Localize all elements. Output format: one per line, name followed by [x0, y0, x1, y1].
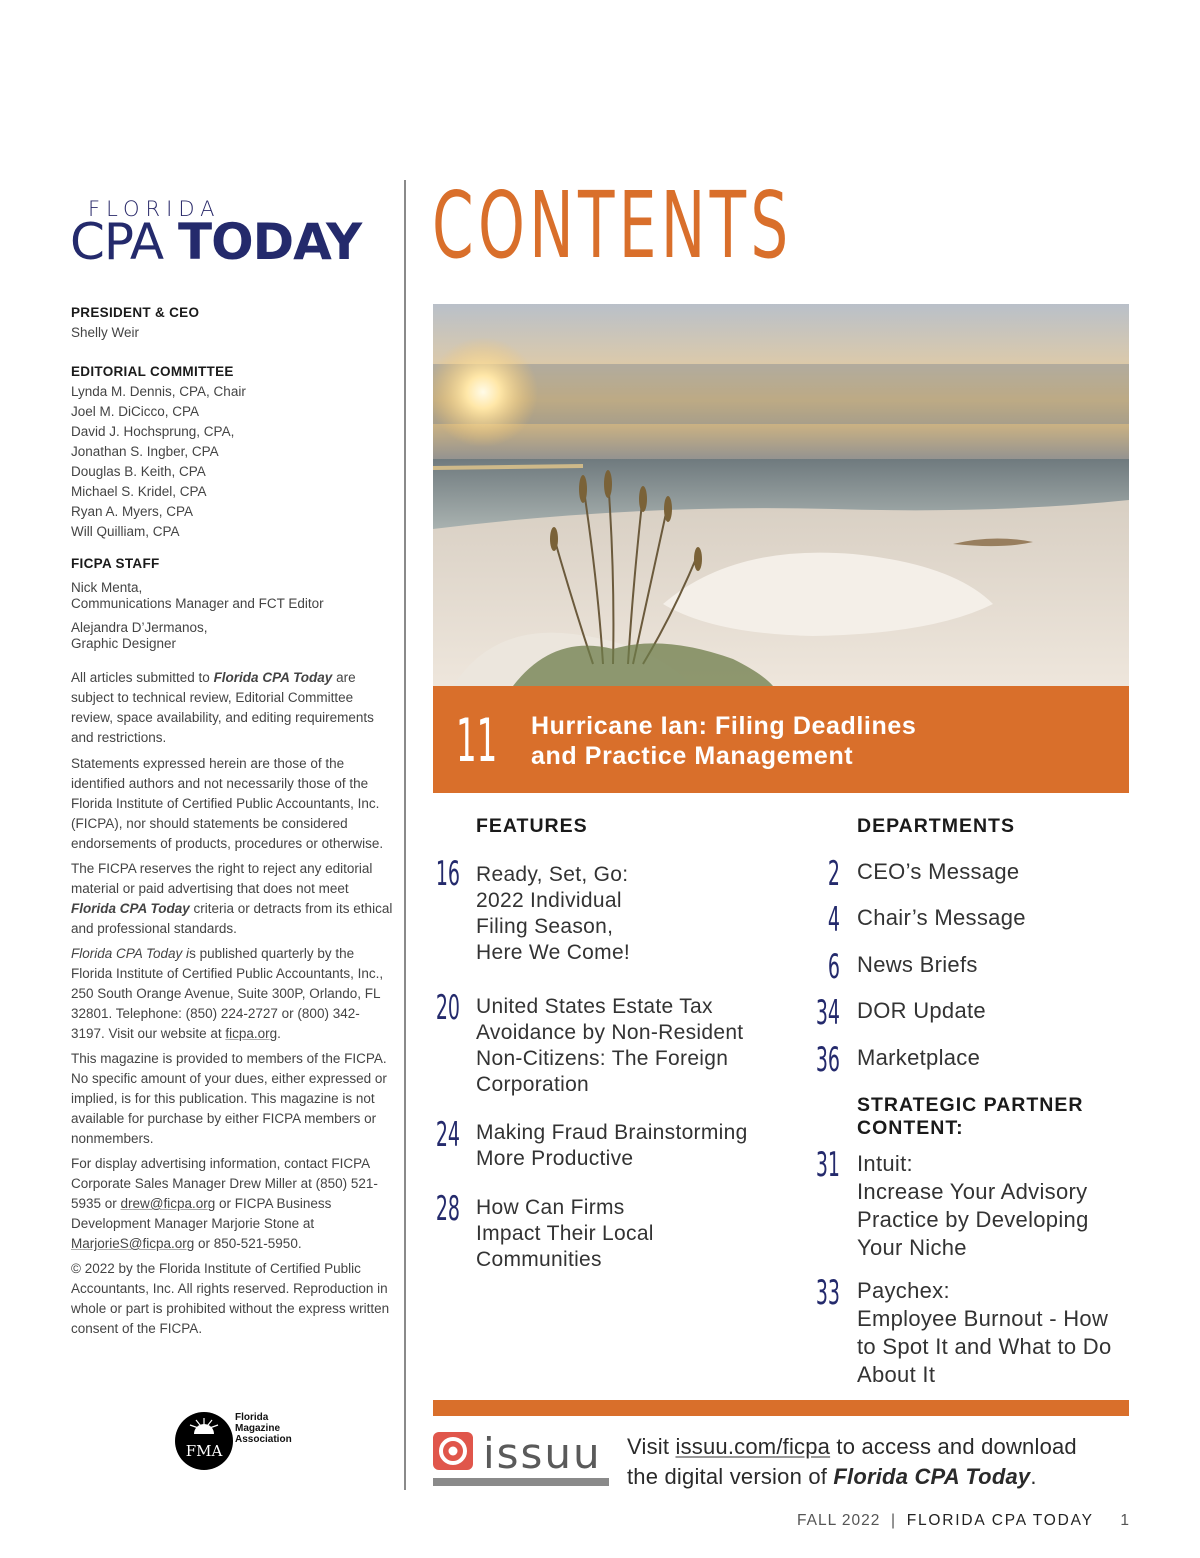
partner-page-number: 33 — [815, 1273, 840, 1313]
issuu-logo[interactable] — [433, 1432, 609, 1488]
disclaimer: Statements expressed herein are those of the identified authors and not necessarily those of the Florida Institute of Certified Public Accountants, Inc. (FICPA), nor should statements be considered endorsements of products, procedures or otherwise. — [71, 756, 384, 851]
fma-logo — [174, 1410, 304, 1472]
feature-page-number: 24 — [435, 1115, 460, 1155]
department-page-number: 6 — [827, 947, 840, 987]
contents-title: CONTENTS — [432, 172, 793, 279]
feature-page-number: 20 — [435, 988, 460, 1028]
beach-sunset-image — [433, 304, 1129, 686]
department-title[interactable]: Marketplace — [857, 1045, 981, 1070]
committee-list — [71, 382, 393, 542]
masthead-today: TODAY — [177, 213, 362, 271]
partner-title[interactable]: Paychex: Employee Burnout - How to Spot It and What to Do About It — [857, 1278, 1112, 1387]
committee-member: Ryan A. Myers, CPA — [71, 504, 194, 519]
staff-member — [71, 620, 393, 652]
column-divider — [404, 180, 406, 1490]
departments-heading: DEPARTMENTS — [857, 815, 1015, 837]
committee-member: Joel M. DiCicco, CPA — [71, 404, 200, 419]
department-page-number: 34 — [815, 993, 840, 1033]
fma-line: Magazine — [235, 1423, 281, 1434]
fma-circle-icon — [174, 1410, 234, 1470]
staff-name: Nick Menta, — [71, 580, 143, 595]
fma-line: Florida — [235, 1412, 269, 1423]
promo-divider — [433, 1400, 1129, 1416]
masthead-logo — [70, 214, 361, 270]
svg-text:issuu: issuu — [483, 1432, 602, 1478]
masthead-florida: FLORIDA — [88, 197, 221, 221]
department-page-number: 2 — [827, 854, 840, 894]
staff-role: Communications Manager and FCT Editor — [71, 596, 324, 611]
cover-story-title[interactable] — [531, 711, 1031, 771]
staff-heading: FICPA STAFF — [71, 556, 160, 571]
president-heading: PRESIDENT & CEO — [71, 305, 200, 320]
committee-member: David J. Hochsprung, CPA, — [71, 424, 235, 439]
feature-page-number: 16 — [435, 854, 460, 894]
copyright: © 2022 by the Florida Institute of Certified Public Accountants, Inc. All rights reserved. Reproduction in whole or part is prohibited without the express written consent of the FICPA. — [71, 1261, 390, 1336]
president-name: Shelly Weir — [71, 325, 140, 340]
issuu-icon — [433, 1432, 609, 1488]
partner-heading: STRATEGIC PARTNER CONTENT: — [857, 1094, 1084, 1139]
partner-title[interactable]: Intuit: Increase Your Advisory Practice by Developing Your Niche — [857, 1151, 1089, 1260]
committee-member: Lynda M. Dennis, CPA, Chair — [71, 384, 246, 399]
svg-text:FMA: FMA — [185, 1442, 223, 1460]
issue-label: FALL 2022 — [797, 1512, 881, 1529]
department-title[interactable]: DOR Update — [857, 998, 986, 1023]
committee-member: Jonathan S. Ingber, CPA — [71, 444, 219, 459]
cover-photo — [433, 304, 1129, 686]
feature-title[interactable]: United States Estate Tax Avoidance by Non-Resident Non-Citizens: The Foreign Corporation — [476, 995, 744, 1096]
feature-title[interactable]: Ready, Set, Go: 2022 Individual Filing Season, Here We Come! — [476, 863, 631, 964]
page-footer: FALL 2022 | FLORIDA CPA TODAY 1 — [797, 1512, 1130, 1529]
feature-title[interactable]: How Can Firms Impact Their Local Communities — [476, 1196, 654, 1271]
features-heading: FEATURES — [476, 815, 588, 837]
ficpa-link[interactable]: ficpa.org — [225, 1026, 278, 1041]
feature-title[interactable]: Making Fraud Brainstorming More Productive — [476, 1121, 748, 1170]
department-page-number: 36 — [815, 1040, 840, 1080]
cover-story-page-number: 11 — [456, 706, 498, 776]
membership-note: This magazine is provided to members of the FICPA. No specific amount of your dues, either expressed or implied, is for this publication. This magazine is not available for purchase by either FICPA members or nonmembers. — [71, 1051, 387, 1146]
department-title[interactable]: News Briefs — [857, 952, 978, 977]
committee-heading: EDITORIAL COMMITTEE — [71, 364, 234, 379]
submission-policy: All articles submitted to Florida CPA Today are subject to technical review, Editorial Committee review, space availability, and editing requirements and restrictions. — [71, 670, 374, 745]
issuu-link[interactable]: issuu.com/ficpa — [675, 1434, 831, 1459]
magazine-name: FLORIDA CPA TODAY — [906, 1512, 1094, 1529]
staff-member — [71, 580, 393, 612]
department-title[interactable]: CEO’s Message — [857, 859, 1020, 884]
page-number: 1 — [1120, 1512, 1130, 1529]
staff-name: Alejandra D’Jermanos, — [71, 620, 208, 635]
committee-member: Douglas B. Keith, CPA — [71, 464, 206, 479]
masthead-cpa: CPA — [70, 213, 164, 271]
issuu-promo-text: Visit issuu.com/ficpa to access and download the digital version of Florida CPA Today. — [627, 1434, 1077, 1489]
department-page-number: 4 — [827, 900, 840, 940]
committee-member: Michael S. Kridel, CPA — [71, 484, 207, 499]
marjorie-email-link[interactable]: MarjorieS@ficpa.org — [71, 1236, 195, 1251]
advertising-contact: For display advertising information, contact FICPA Corporate Sales Manager Drew Miller at (850) 521-5935 or drew@ficpa.org or FICPA Business Development Manager Marjorie Stone at MarjorieS@ficpa.org or 850-521-5950. — [71, 1156, 378, 1251]
staff-column — [71, 303, 393, 1339]
drew-email-link[interactable]: drew@ficpa.org — [120, 1196, 216, 1211]
fma-line: Association — [235, 1434, 292, 1445]
publication-info: Florida CPA Today is published quarterly by the Florida Institute of Certified Public Accountants, Inc., 250 South Orange Avenue, Suite 300P, Orlando, FL 32801. Telephone: (850) 224-2727 or (800) 342-3197. Visit our website at ficpa.org. — [71, 946, 384, 1041]
department-title[interactable]: Chair’s Message — [857, 905, 1026, 930]
staff-role: Graphic Designer — [71, 636, 177, 651]
cover-story-title-line: Hurricane Ian: Filing Deadlines — [531, 712, 917, 740]
cover-story-title-line: and Practice Management — [531, 742, 854, 770]
advertising-policy: The FICPA reserves the right to reject any editorial material or paid advertising that does not meet Florida CPA Today criteria or detracts from its ethical and professional standards. — [71, 861, 393, 936]
committee-member: Will Quilliam, CPA — [71, 524, 180, 539]
partner-page-number: 31 — [815, 1145, 840, 1185]
feature-page-number: 28 — [435, 1189, 460, 1229]
